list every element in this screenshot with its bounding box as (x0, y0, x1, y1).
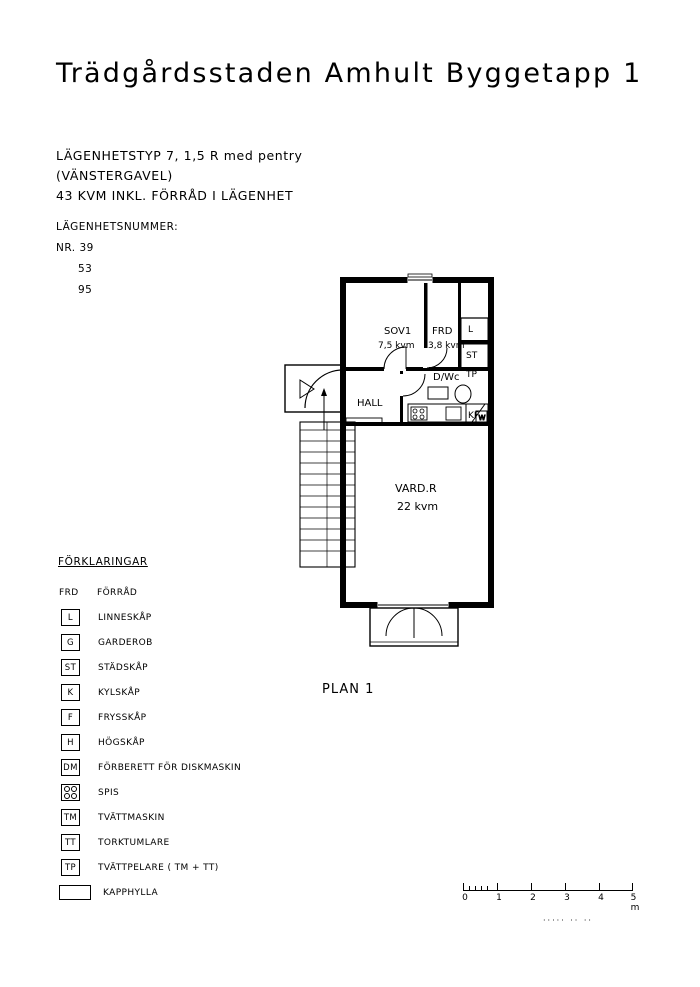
scale-tick-label: 4 (598, 893, 604, 903)
legend-item-tt (58, 830, 308, 855)
legend-item-k (58, 680, 308, 705)
garderob-symbol: G (61, 634, 80, 651)
legend-item-g (58, 630, 308, 655)
page-title: Trädgårdsstaden Amhult Byggetapp 1 (56, 58, 643, 89)
legend-item-tm (58, 805, 308, 830)
legend-item-spis (58, 780, 308, 805)
tvattmaskin-symbol: TM (61, 809, 80, 826)
legend-item-label: STÄDSKÅP (98, 662, 148, 673)
room-area-frd: 3,8 kvm (428, 341, 465, 351)
kapphylla-icon (59, 885, 91, 900)
apartment-number-item: 95 (78, 284, 93, 296)
legend-item-tp (58, 855, 308, 880)
legend-item-label: TVÄTTMASKIN (98, 812, 165, 823)
kylskap-symbol: K (61, 684, 80, 701)
room-label-sov1: SOV1 (384, 326, 412, 337)
legend-item-label: FÖRRÅD (97, 587, 138, 598)
legend-item-dm (58, 755, 308, 780)
frysskap-symbol: F (61, 709, 80, 726)
scale-tick-label: 1 (496, 893, 502, 903)
scale-bar (462, 880, 643, 925)
legend-item-f (58, 705, 308, 730)
legend-item-l (58, 605, 308, 630)
marker-tp: TP (466, 370, 477, 380)
room-area-sov1: 7,5 kvm (378, 341, 415, 351)
room-label-frd: FRD (432, 326, 453, 337)
scale-tick-label: 3 (564, 893, 570, 903)
linneskap-symbol: L (61, 609, 80, 626)
stadskap-symbol: ST (61, 659, 80, 676)
legend-item-kapphylla (58, 880, 308, 905)
legend-item-label: HÖGSKÅP (98, 737, 145, 748)
frd-symbol: FRD (59, 587, 79, 598)
marker-kf: KF (468, 411, 480, 421)
apartment-number-first: NR. 39 (56, 242, 94, 254)
spis-icon (61, 784, 80, 801)
marker-st: ST (466, 351, 478, 361)
legend-item-label: KYLSKÅP (98, 687, 141, 698)
plan-label: PLAN 1 (322, 682, 375, 697)
apartment-numbers-heading: LÄGENHETSNUMMER: (56, 221, 179, 233)
legend-item-label: TORKTUMLARE (98, 837, 170, 848)
room-label-dwc: D/Wc (433, 372, 460, 383)
svg-text:W: W (478, 414, 486, 422)
apartment-info-line1: LÄGENHETSTYP 7, 1,5 R med pentry (56, 148, 303, 163)
legend-item-st (58, 655, 308, 680)
diskmaskin-symbol: DM (61, 759, 80, 776)
legend-item-label: SPIS (98, 787, 120, 798)
legend-title: FÖRKLARINGAR (58, 556, 148, 568)
scale-line (463, 880, 633, 891)
apartment-info-line3: 43 KVM INKL. FÖRRÅD I LÄGENHET (56, 188, 294, 203)
legend-item-label: LINNESKÅP (98, 612, 152, 623)
room-area-vardr: 22 kvm (397, 500, 439, 513)
legend-item-label: KAPPHYLLA (103, 887, 159, 898)
scale-tick-label: 0 (462, 893, 468, 903)
torktumlare-symbol: TT (61, 834, 80, 851)
apartment-number-item: 53 (78, 263, 93, 275)
scale-tick-label: 2 (530, 893, 536, 903)
scale-note: ····· ·· ·· (543, 916, 593, 925)
apartment-numbers (56, 217, 178, 301)
apartment-info (56, 146, 303, 206)
apartment-info-line2: (VÄNSTERGAVEL) (56, 168, 173, 183)
legend (58, 556, 308, 905)
floor-plan-drawing (280, 270, 520, 674)
legend-item-label: FRYSSKÅP (98, 712, 147, 723)
legend-item-frd (58, 580, 308, 605)
tvattpelare-symbol: TP (61, 859, 80, 876)
room-label-hall: HALL (357, 398, 383, 409)
legend-item-label: TVÄTTPELARE ( TM + TT) (98, 862, 219, 873)
legend-item-label: FÖRBERETT FÖR DISKMASKIN (98, 762, 242, 773)
hogskap-symbol: H (61, 734, 80, 751)
marker-l: L (468, 325, 474, 335)
room-label-vardr: VARD.R (395, 482, 437, 495)
scale-labels (462, 891, 643, 913)
scale-tick-label: 5 m (630, 893, 640, 913)
legend-item-label: GARDEROB (98, 637, 153, 648)
legend-item-h (58, 730, 308, 755)
